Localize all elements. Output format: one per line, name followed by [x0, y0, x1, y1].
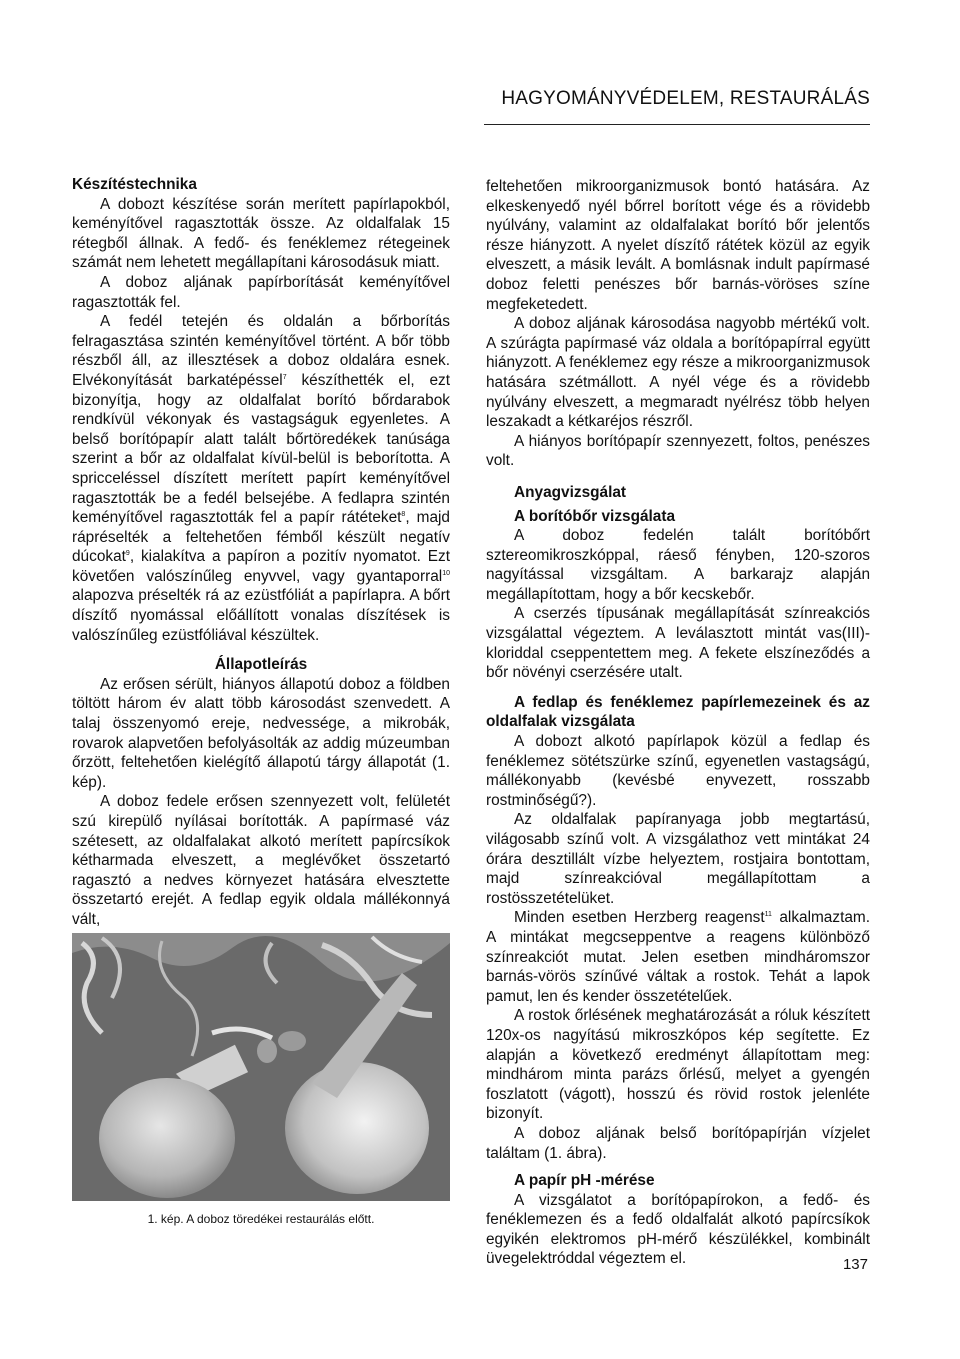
text-run: alkalmaztam. A mintákat megcseppentve a reagens különböző színreakciót mutat. Jelen esetben mindháromszor barnás-vörös színűvé váltak a rostok. Tehát a lapok pamut, len és kender összetételűek.: [486, 909, 870, 1005]
paragraph: A doboz aljának károsodása nagyobb mértékű volt. A szúrágta papírmasé váz oldala a borítópapírral együtt hiányzott. A fenéklemez egy része a mikroorganizmusok hatására szétmállott. A nyél vége és a rövidebb nyúlvány elveszett, a megmaradt nyélrész több helyen leszakadt a kétkaréjos részről.: [486, 315, 870, 431]
text-run: Minden esetben Herzberg reagenst: [514, 909, 765, 927]
heading-papir-ph-merese: A papír pH -mérése: [514, 1172, 655, 1190]
page-number: 137: [842, 1256, 868, 1273]
paragraph: A dobozt készítése során merített papírlapokból, keményítővel ragasztották össze. Az oldalfalak 15 rétegből állnak. A fedő- és fenéklemez rétegeinek számát nem lehetett megállapítani károsodásuk miatt.: [72, 195, 450, 272]
text-run: alapozva préselték rá az ezüstfóliát a papírlapra. A bőrt díszítő nyomással előállított vonalas díszítések is valószínűleg ezüstfóliával készültek.: [72, 587, 450, 644]
text-run: , kialakítva a papíron a pozitív nyomatot. Ezt követően valószínűleg enyvvel, vagy gyantaporral: [72, 548, 450, 585]
paragraph: Az erősen sérült, hiányos állapotú doboz a földben töltött három év alatt több károsodást szenvedett. A talaj összenyomó ereje, nedvessége, a mikrobák, rovarok alapvetően befolyásolták az addig múzeumban őrzött, feltehetően kielégítő állapotú tárgy állapotát (1. kép).: [72, 675, 450, 791]
paragraph: A cserzés típusának megállapítását színreakciós vizsgálattal végeztem. A leválasztott mintát vas(III)-kloriddal cseppentettem meg. A fekete elszíneződés a bőr növényi cserzésére utalt.: [486, 605, 870, 682]
footnote-ref: 8: [401, 510, 406, 518]
paragraph: [72, 312, 450, 645]
heading-keszitestechnika: Készítéstechnika: [72, 176, 197, 193]
paragraph: A rostok őrlésének meghatározását a róluk készített 120x-os nagyítású mikroszkópos kép segítette. Ez alapján a következő eredményt állapítottam meg: mindhárom minta parázs őrlésű, melyet a gyengén foszlatott (vágott), hosszú és rövid rostok jelenléte bizonyít.: [486, 1007, 870, 1123]
paragraph: A doboz aljának belső borítópapírján vízjelet találtam (1. ábra).: [486, 1124, 870, 1162]
left-column: [72, 175, 450, 930]
figure-caption: 1. kép. A doboz töredékei restaurálás előtt.: [147, 1212, 375, 1226]
heading-papirlemezek-vizsgalata: A fedlap és fenéklemez papírlemezeinek és az oldalfalak vizsgálata: [486, 693, 870, 731]
paragraph: feltehetően mikroorganizmusok bontó hatására. Az elkeskenyedő nyél bőrrel borított vége és a rövidebb nyúlvány, valamint az oldalfalakat borító bőr jelentős része hiányzott. A nyelet díszítő rátétek közül az egyik elveszett, a másik levált. A bomlásnak indult papírmasé doboz feletti penészes bőr barnás-vöröses színe megfeketedett.: [486, 178, 870, 313]
paragraph: [486, 908, 870, 1006]
text-run: készíthették el, ezt bizonyítja, hogy az oldalfalat borító bőrdarabok rendkívül vékonyak és vastagságuk egyenletes. A belső borítópapír alatt talált bőrtöredékek tanúsága szerint a bőr az oldalfalat kívül-belül is beborította. A spricceléssel díszített merített papírt keményítővel ragasztották be a fedél belsejébe. A fedlapra szintén keményítővel ragasztották fel a papír rátéteket: [72, 371, 450, 527]
heading-anyagvizsgalat: Anyagvizsgálat: [514, 483, 627, 501]
paragraph: A hiányos borítópapír szennyezett, foltos, penészes volt.: [486, 432, 870, 470]
paragraph: A vizsgálatot a borítópapírokon, a fedő- és fenéklemezen és a fedő oldalfalát alkotó papírcsíkok egyikén elektromos pH-mérő készülékkel, kombinált üvegelektróddal végeztem el.: [486, 1191, 870, 1268]
right-column: [486, 177, 870, 1269]
paragraph: A doboz fedele erősen szennyezett volt, felületét szú kirepülő nyílásai borították. A papírmasé váz szétesett, az oldalfalakat alkotó merített papírcsíkok kétharmada elveszett, a meglévőket összetartó ragasztó a nedves környezet hatására elvesztette összetartó erejét. A fedlap egyik oldala mállékonnyá vált,: [72, 793, 450, 928]
footnote-ref: 7: [282, 373, 287, 381]
paragraph: A doboz aljának papírborítását keményítővel ragasztották fel.: [72, 273, 450, 311]
photo-illustration: [72, 933, 450, 1201]
heading-boritobor-vizsgalata: A borítóbőr vizsgálata: [514, 507, 676, 525]
header-rule: [484, 124, 870, 125]
footnote-ref: 10: [442, 569, 450, 577]
photo-box-fragments: [72, 933, 450, 1201]
text-run: , majd rápréselték a feltehetően fémből készült negatív dúcokat: [72, 509, 450, 566]
paragraph: A doboz fedelén talált borítóbőrt sztereomikroszkóppal, ráeső fényben, 120-szoros nagyítással vizsgáltam. A barkarajz alapján megállapítottam, hogy a bőr kecskebőr.: [486, 527, 870, 603]
running-header: HAGYOMÁNYVÉDELEM, RESTAURÁLÁS: [501, 88, 870, 109]
paragraph: Az oldalfalak papíranyaga jobb megtartású, világosabb színű volt. A vizsgálathoz vett mintákat 24 órára desztillált vízbe helyeztem, rostjaira bontottam, majd színreakcióval megállapítottam a rostösszetételüket.: [486, 811, 870, 907]
heading-allapotleiras: Állapotleírás: [214, 656, 308, 674]
footnote-ref: 11: [764, 911, 772, 919]
text-run: A fedél tetején és oldalán a bőrborítás felragasztása szintén keményítővel történt. A bőr több részből áll, az illesztések a doboz oldalára esnek. Elvékonyítását barkatépéssel: [72, 313, 450, 389]
footnote-ref: 9: [125, 550, 130, 558]
paragraph: A dobozt alkotó papírlapok közül a fedlap és fenéklemez sötétszürke színű, egyenetlen vastagságú, mállékonyabb (kevésbé enyvezett, rosszabb rostminőségű?).: [486, 733, 870, 809]
